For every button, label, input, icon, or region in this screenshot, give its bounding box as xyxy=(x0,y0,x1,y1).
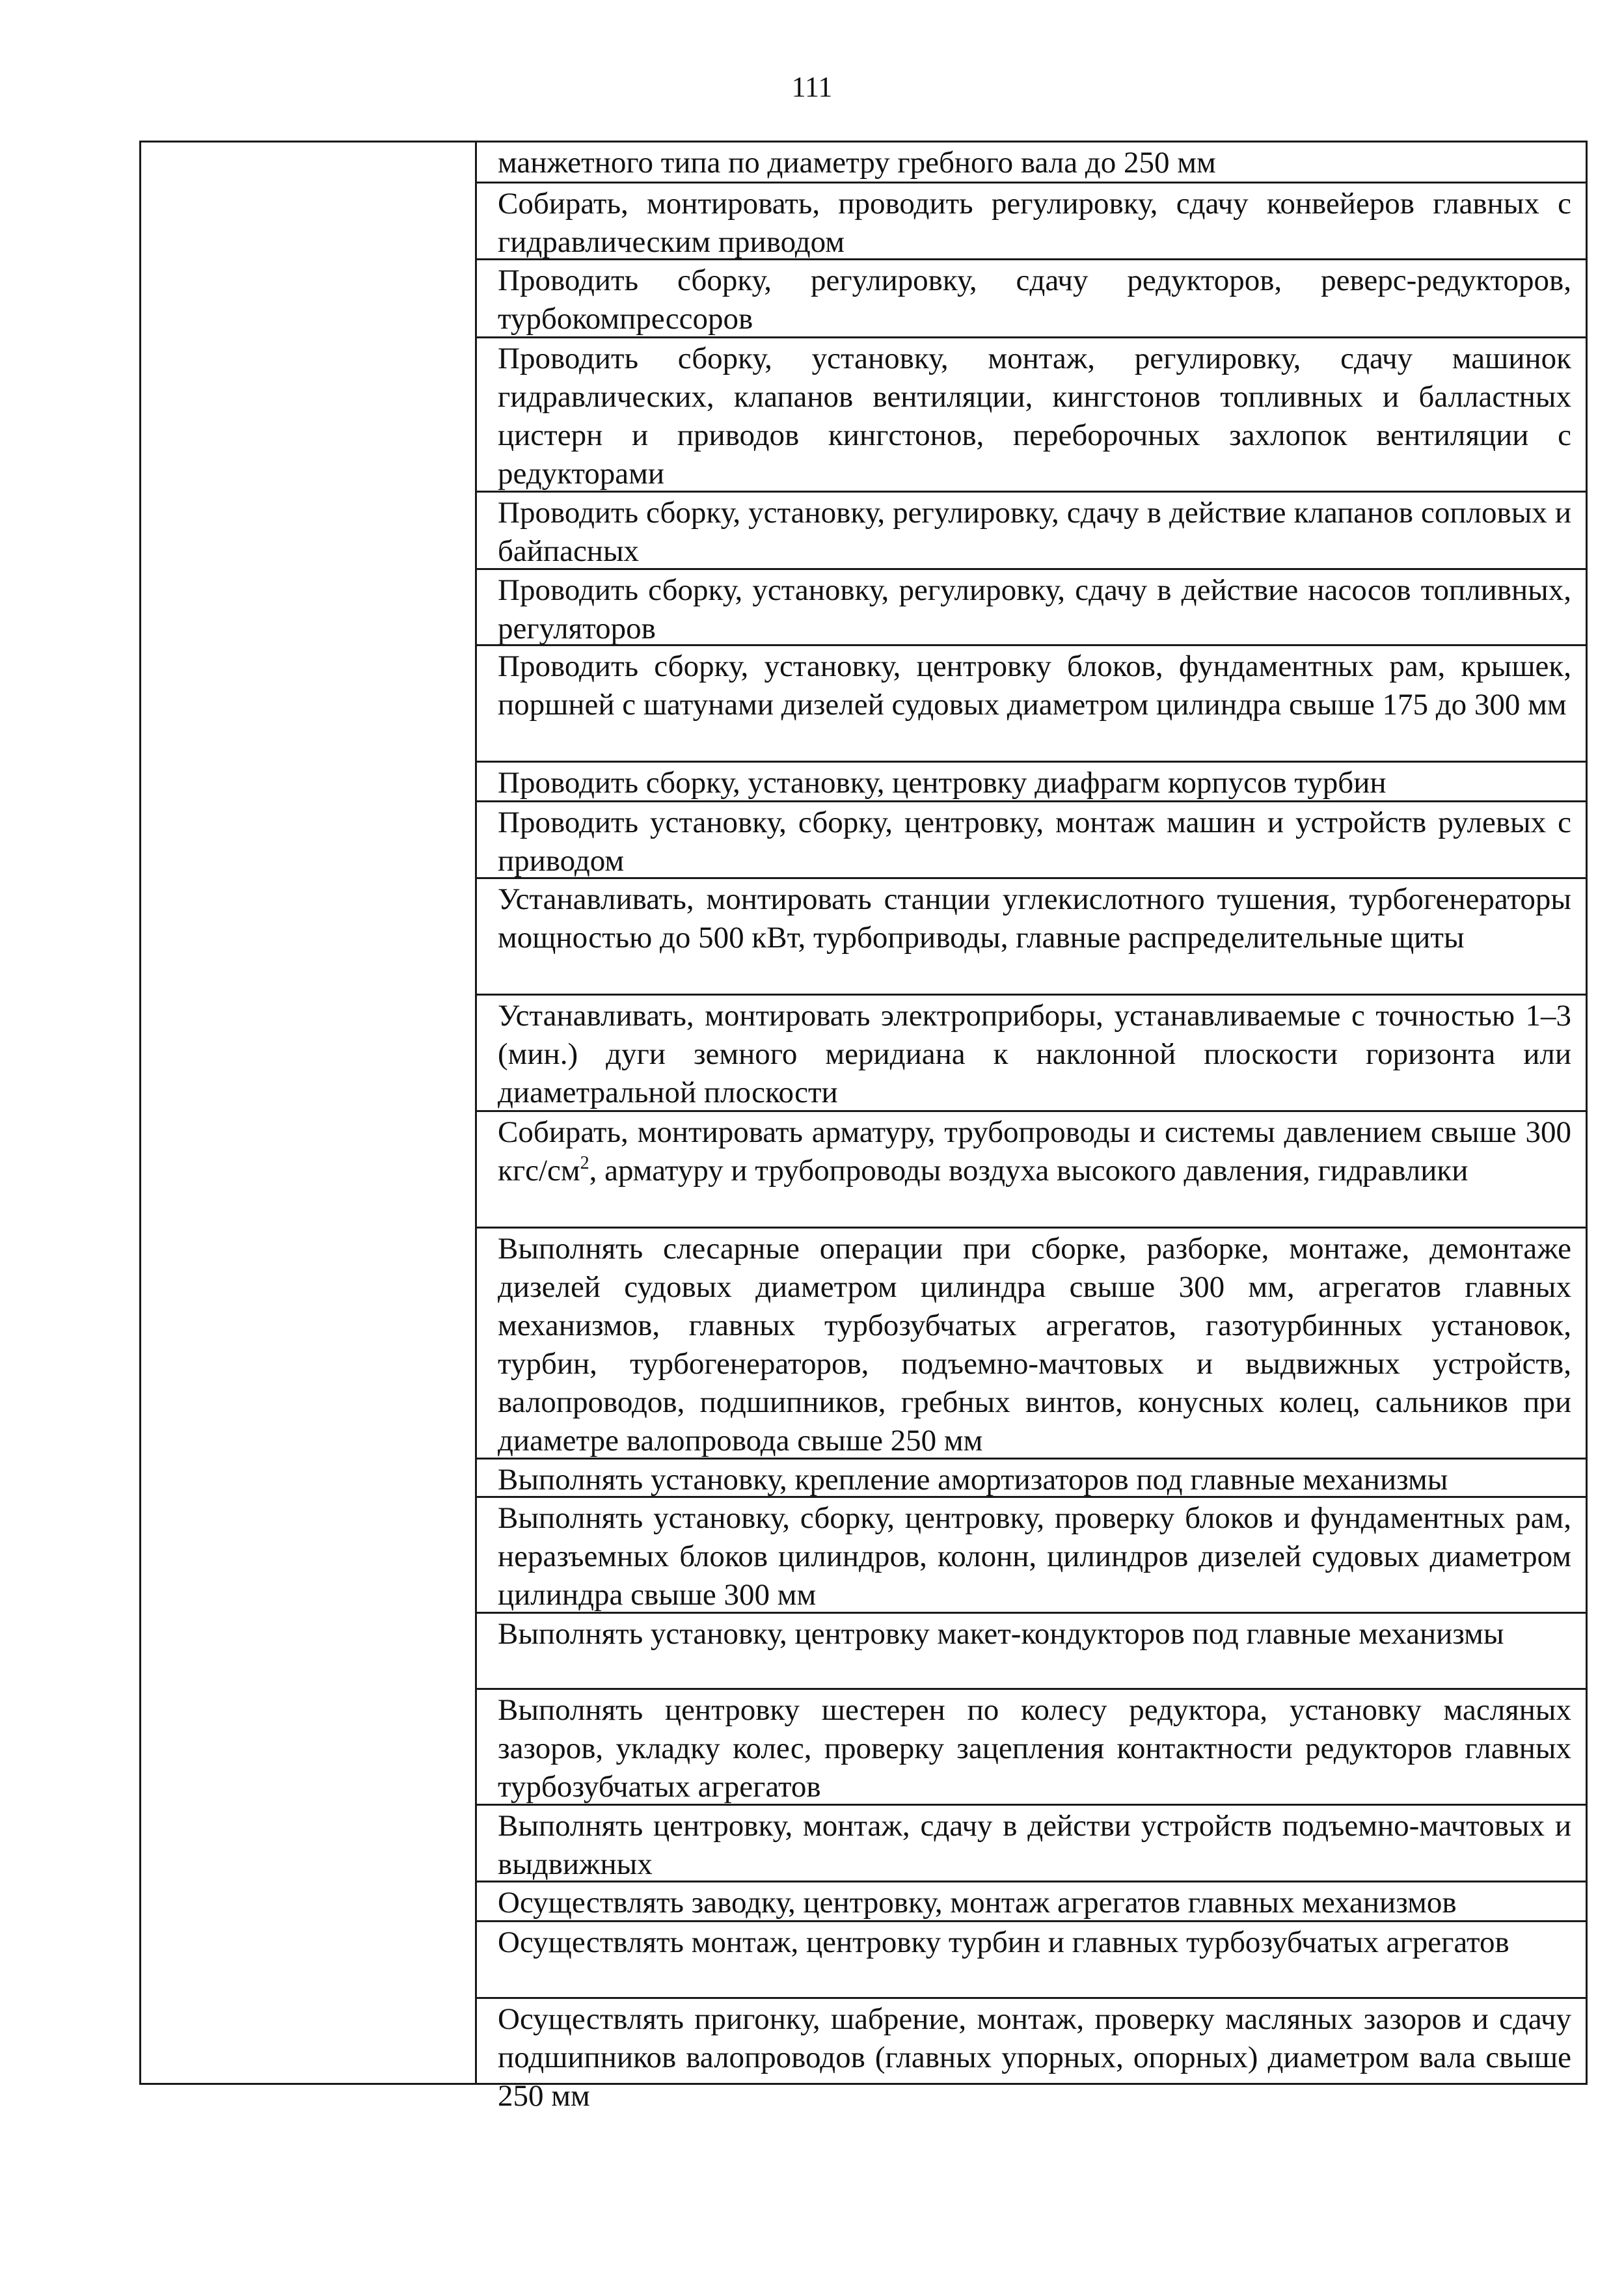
table-row: Устанавливать, монтировать электроприборы, устанавливаемые с точностью 1–3 (мин.) дуги земного меридиана к наклонной плоскости горизонта или диаметральной плоскости xyxy=(477,996,1586,1112)
row-11-text: Собирать, монтировать арматуру, трубопроводы и системы давлением свыше 300 кгс/см xyxy=(498,1115,1571,1188)
table-row: Проводить сборку, установку, центровку диафрагм корпусов турбин xyxy=(477,763,1586,802)
table-row: Собирать, монтировать, проводить регулировку, сдачу конвейеров главных с гидравлическим приводом xyxy=(477,183,1586,260)
table-row: Выполнять установку, крепление амортизаторов под главные механизмы xyxy=(477,1460,1586,1498)
table-row: Проводить сборку, установку, регулировку, сдачу в действие насосов топливных, регуляторов xyxy=(477,570,1586,646)
table-row: Осуществлять заводку, центровку, монтаж агрегатов главных механизмов xyxy=(477,1882,1586,1922)
table-row: Выполнять центровку шестерен по колесу редуктора, установку масляных зазоров, укладку колес, проверку зацепления контактности редукторов главных турбозубчатых агрегатов xyxy=(477,1690,1586,1806)
row-11-tail: , арматуру и трубопроводы воздуха высокого давления, гидравлики xyxy=(589,1154,1468,1188)
table-row: Проводить сборку, установку, регулировку, сдачу в действие клапанов сопловых и байпасных xyxy=(477,493,1586,570)
table-row: манжетного типа по диаметру гребного вала до 250 мм xyxy=(477,143,1586,183)
table-row: Выполнять центровку, монтаж, сдачу в действи устройств подъемно-мачтовых и выдвижных xyxy=(477,1806,1586,1882)
table-row: Проводить сборку, установку, монтаж, регулировку, сдачу машинок гидравлических, клапанов вентиляции, кингстонов топливных и балластных цистерн и приводов кингстонов, переборочных захлопок вентиляции с редукторами xyxy=(477,338,1586,493)
table-row: Осуществлять монтаж, центровку турбин и главных турбозубчатых агрегатов xyxy=(477,1922,1586,1999)
table-row: Выполнять слесарные операции при сборке, разборке, монтаже, демонтаже дизелей судовых диаметром цилиндра свыше 300 мм, агрегатов главных механизмов, главных турбозубчатых агрегатов, газотурбинных установок, турбин, турбогенераторов, подъемно-мачтовых и выдвижных устройств, валопроводов, подшипников, гребных винтов, конусных колец, сальников при диаметре валопровода свыше 250 мм xyxy=(477,1229,1586,1460)
table-row: Осуществлять пригонку, шабрение, монтаж, проверку масляных зазоров и сдачу подшипников валопроводов (главных упорных, опорных) диаметром вала свыше 250 мм xyxy=(498,2002,1571,2113)
table-row: Устанавливать, монтировать станции углекислотного тушения, турбогенераторы мощностью до 500 кВт, турбоприводы, главные распределительные щиты xyxy=(477,879,1586,996)
page-number: 111 xyxy=(791,71,833,103)
table-row: Выполнять установку, сборку, центровку, проверку блоков и фундаментных рам, неразъемных блоков цилиндров, колонн, цилиндров дизелей судовых диаметром цилиндра свыше 300 мм xyxy=(477,1498,1586,1614)
table-row: Проводить сборку, регулировку, сдачу редукторов, реверс-редукторов, турбокомпрессоров xyxy=(477,260,1586,338)
table-row xyxy=(477,1112,1586,1229)
superscript: 2 xyxy=(580,1153,589,1173)
table-row: Проводить сборку, установку, центровку блоков, фундаментных рам, крышек, поршней с шатунами дизелей судовых диаметром цилиндра свыше 175 до 300 мм xyxy=(477,646,1586,763)
table-row: Проводить установку, сборку, центровку, монтаж машин и устройств рулевых с приводом xyxy=(477,802,1586,879)
table-rows xyxy=(477,143,1586,2117)
table-row: Выполнять установку, центровку макет-кондукторов под главные механизмы xyxy=(477,1614,1586,1690)
